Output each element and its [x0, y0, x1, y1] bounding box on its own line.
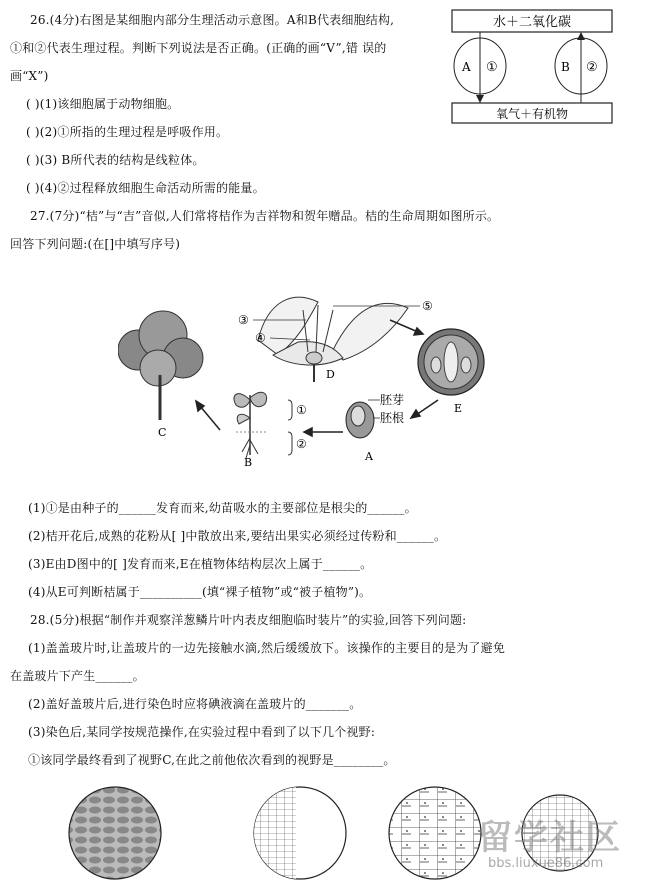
- diagram-bottom-text: 氧气＋有机物: [495, 107, 569, 121]
- fruit-e-cross-section: [418, 329, 484, 395]
- label-c: C: [158, 426, 167, 439]
- q26-line2: ①和②代表生理过程。判断下列说法是否正确。(正确的画“V”,错 误的: [10, 41, 387, 55]
- q26-line1: 26.(4分)右图是某细胞内部分生理活动示意图。A和B代表细胞结构,: [30, 13, 395, 27]
- q28-line6: ①该同学最终看到了视野C,在此之前他依次看到的视野是________。: [28, 753, 396, 767]
- q26-item-2: ( )(2)①所指的生理过程是呼吸作用。: [26, 125, 229, 139]
- diagram-top-text: 水＋二氧化碳: [492, 15, 572, 30]
- q26-item-3: ( )(3) B所代表的结构是线粒体。: [26, 153, 205, 167]
- q28-line2: (1)盖盖玻片时,让盖玻片的一边先接触水滴,然后缓缓放下。该操作的主要目的是为了避免: [28, 641, 506, 655]
- q28-line1: 28.(5分)根据“制作并观察洋葱鳞片叶内表皮细胞临时装片”的实验,回答下列问题:: [30, 613, 467, 627]
- label-peiya: 胚芽: [380, 393, 405, 407]
- seed-a-illustration: [346, 402, 374, 438]
- label-b: B: [244, 456, 253, 469]
- q27-item-2: (2)桔开花后,成熟的花粉从[ ]中散放出来,要结出果实必须经过传粉和______。: [28, 529, 447, 543]
- label-1: ①: [296, 403, 307, 417]
- label-5: ⑤: [422, 299, 433, 313]
- q27-line1: 27.(7分)“桔”与“吉”音似,人们常将桔作为吉祥物和贺年赠品。桔的生命周期如图所示。: [30, 209, 500, 223]
- label-a: A: [462, 60, 471, 74]
- seedling-b-illustration: [234, 392, 268, 458]
- q28-line3: 在盖玻片下产生______。: [10, 669, 145, 683]
- watermark-url: bbs.liuxue86.com: [488, 856, 604, 871]
- cell-process-diagram: [448, 6, 616, 124]
- label-4: ④: [255, 331, 266, 345]
- q28-line4: (2)盖好盖玻片后,进行染色时应将碘液滴在盖玻片的_______。: [28, 697, 362, 711]
- label-3: ③: [238, 313, 249, 327]
- tree-c-illustration: [118, 311, 203, 420]
- label-process-2: ②: [586, 60, 598, 75]
- label-peigen: 胚根: [380, 411, 405, 425]
- q27-item-3: (3)E由D图中的[ ]发育而来,E在植物体结构层次上属于______。: [28, 557, 373, 571]
- q28-line5: (3)染色后,某同学按规范操作,在实验过程中看到了以下几个视野:: [28, 725, 376, 739]
- q26-item-4: ( )(4)②过程释放细胞生命活动所需的能量。: [26, 181, 265, 195]
- q27-line2: 回答下列问题:(在[]中填写序号): [10, 237, 181, 251]
- label-b: B: [561, 60, 570, 74]
- view-clear-cells: [389, 787, 481, 879]
- label-e: E: [454, 402, 463, 415]
- label-process-1: ①: [486, 60, 498, 75]
- q26-line3: 画“X”): [10, 69, 49, 83]
- label-d: D: [326, 368, 335, 381]
- orange-life-cycle-figure: [118, 280, 513, 470]
- q27-item-1: (1)①是由种子的______发育而来,幼苗吸水的主要部位是根尖的______。: [28, 501, 417, 515]
- q27-item-4: (4)从E可判断桔属于__________(填“裸子植物”或“被子植物”)。: [28, 585, 372, 599]
- label-a: A: [365, 450, 373, 463]
- watermark-logo-text: 留学社区: [478, 818, 622, 858]
- view-blurry: [69, 787, 161, 879]
- label-2: ②: [296, 437, 307, 451]
- q26-item-1: ( )(1)该细胞属于动物细胞。: [26, 97, 180, 111]
